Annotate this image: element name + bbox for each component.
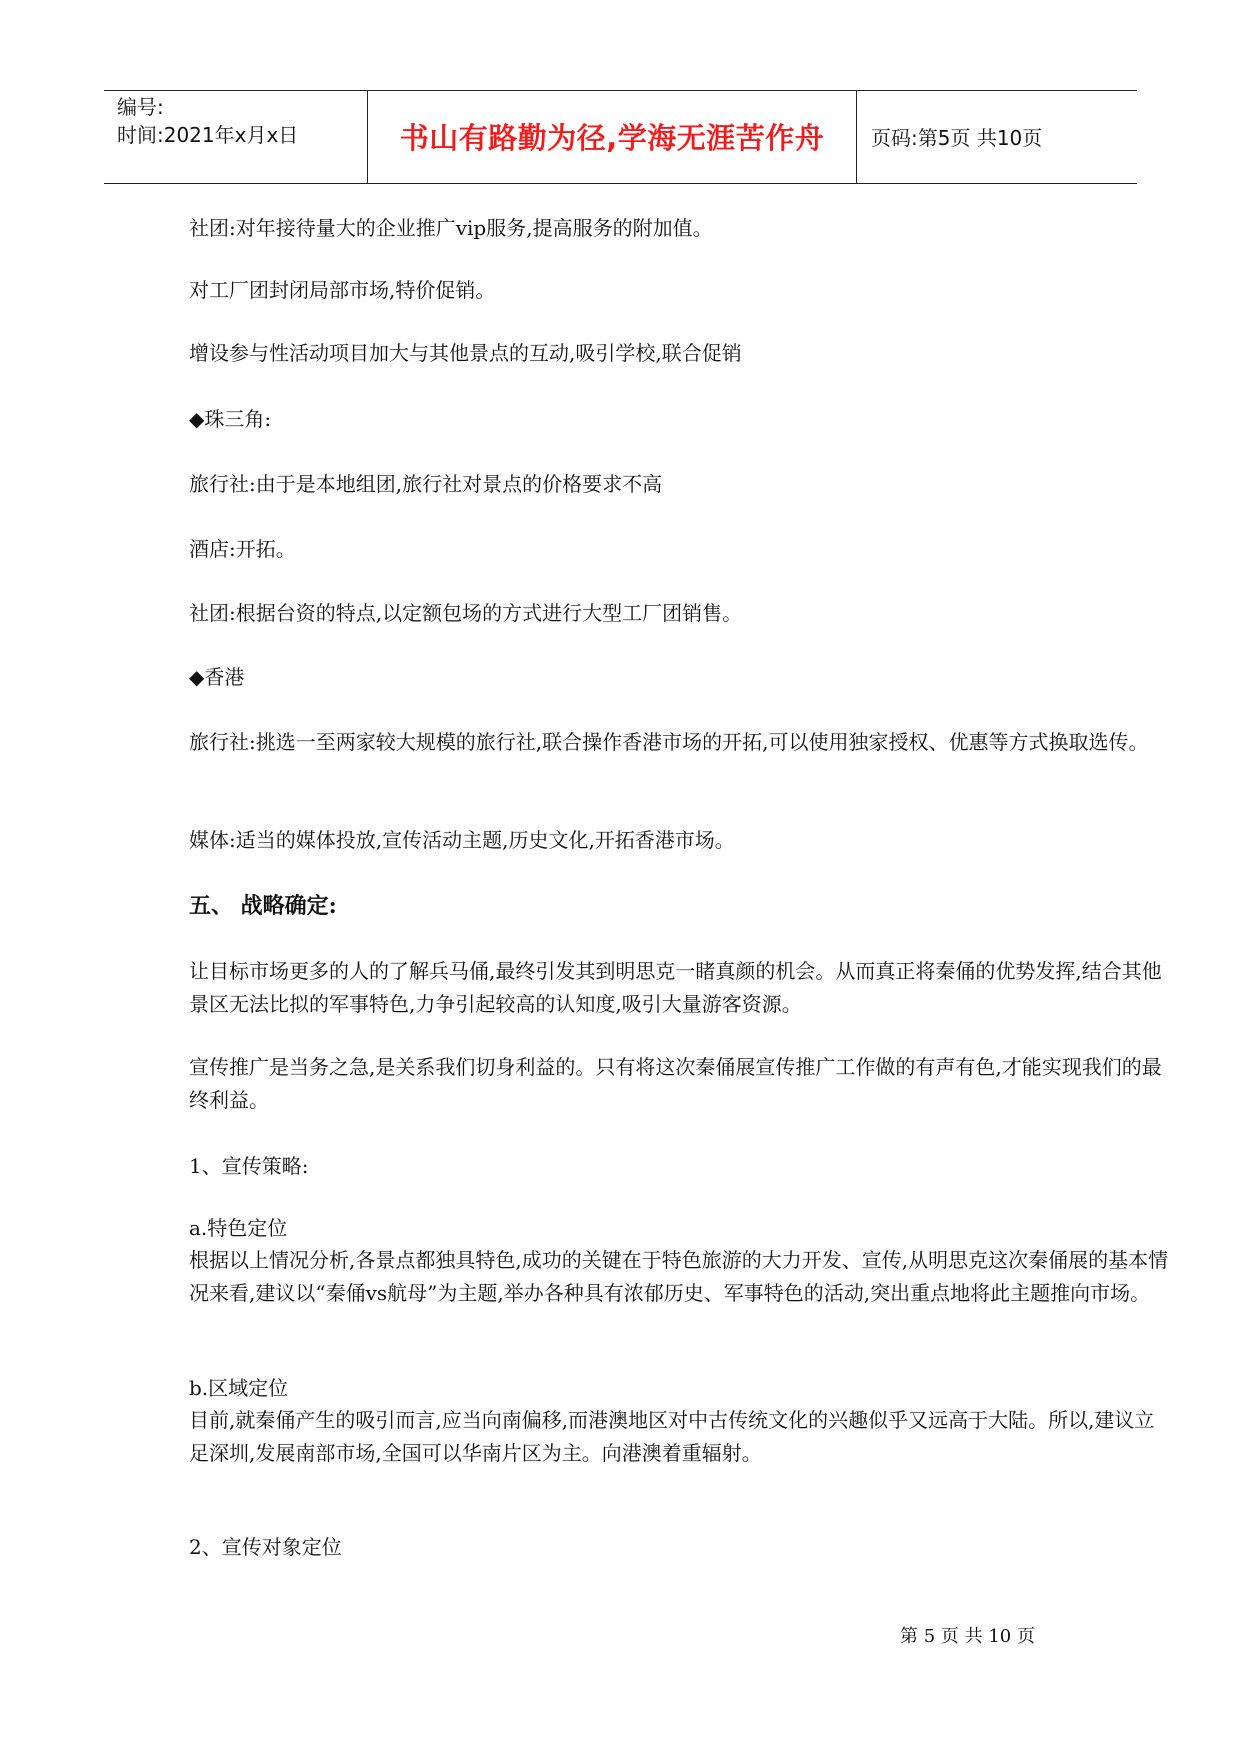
paragraph: 酒店:开拓。 — [189, 537, 296, 561]
subsection-label: a.特色定位 — [189, 1216, 288, 1240]
header-left-cell — [104, 91, 368, 183]
numbered-subheading: 2、宣传对象定位 — [189, 1535, 342, 1559]
section-heading: 五、 战略确定: — [189, 893, 337, 919]
paragraph: 旅行社:挑选一至两家较大规模的旅行社,联合操作香港市场的开拓,可以使用独家授权、优惠等方式换取选传。 — [189, 730, 1149, 754]
paragraph: 让目标市场更多的人的了解兵马俑,最终引发其到明思克一睹真颜的机会。从而真正将秦俑的优势发挥,结合其他景区无法比拟的军事特色,力争引起较高的认知度,吸引大量游客资源。 — [189, 959, 1162, 1016]
subsection-label: b.区域定位 — [189, 1376, 289, 1400]
header-motto-cell — [368, 91, 857, 183]
section-subheading: ◆香港 — [189, 665, 245, 689]
paragraph: 社团:对年接待量大的企业推广vip服务,提高服务的附加值。 — [189, 216, 713, 240]
page-header — [104, 90, 1137, 184]
paragraph: 增设参与性活动项目加大与其他景点的互动,吸引学校,联合促销 — [189, 341, 742, 365]
paragraph: 旅行社:由于是本地组团,旅行社对景点的价格要求不高 — [189, 472, 663, 496]
paragraph: 根据以上情况分析,各景点都独具特色,成功的关键在于特色旅游的大力开发、宣传,从明思克这次秦俑展的基本情况来看,建议以“秦俑vs航母”为主题,举办各种具有浓郁历史、军事特色的活动,突出重点地将此主题推向市场。 — [189, 1248, 1169, 1305]
section-subheading: ◆珠三角: — [189, 407, 272, 431]
document-number-label: 编号: — [117, 95, 164, 119]
header-page-code: 页码:第5页 共10页 — [871, 126, 1043, 150]
header-motto: 书山有路勤为径,学海无涯苦作舟 — [399, 121, 825, 155]
paragraph: 宣传推广是当务之急,是关系我们切身利益的。只有将这次秦俑展宣传推广工作做的有声有色,才能实现我们的最终利益。 — [189, 1055, 1162, 1112]
header-right-cell — [857, 91, 1137, 183]
document-date-label: 时间:2021年x月x日 — [117, 123, 299, 147]
paragraph: 媒体:适当的媒体投放,宣传活动主题,历史文化,开拓香港市场。 — [189, 828, 735, 852]
numbered-subheading: 1、宣传策略: — [189, 1154, 309, 1178]
paragraph: 社团:根据台资的特点,以定额包场的方式进行大型工厂团销售。 — [189, 601, 743, 625]
paragraph: 目前,就秦俑产生的吸引而言,应当向南偏移,而港澳地区对中古传统文化的兴趣似乎又远高于大陆。所以,建议立足深圳,发展南部市场,全国可以华南片区为主。向港澳着重辐射。 — [189, 1408, 1155, 1465]
page-footer: 第 5 页 共 10 页 — [900, 1626, 1035, 1647]
paragraph: 对工厂团封闭局部市场,特价促销。 — [189, 278, 496, 302]
